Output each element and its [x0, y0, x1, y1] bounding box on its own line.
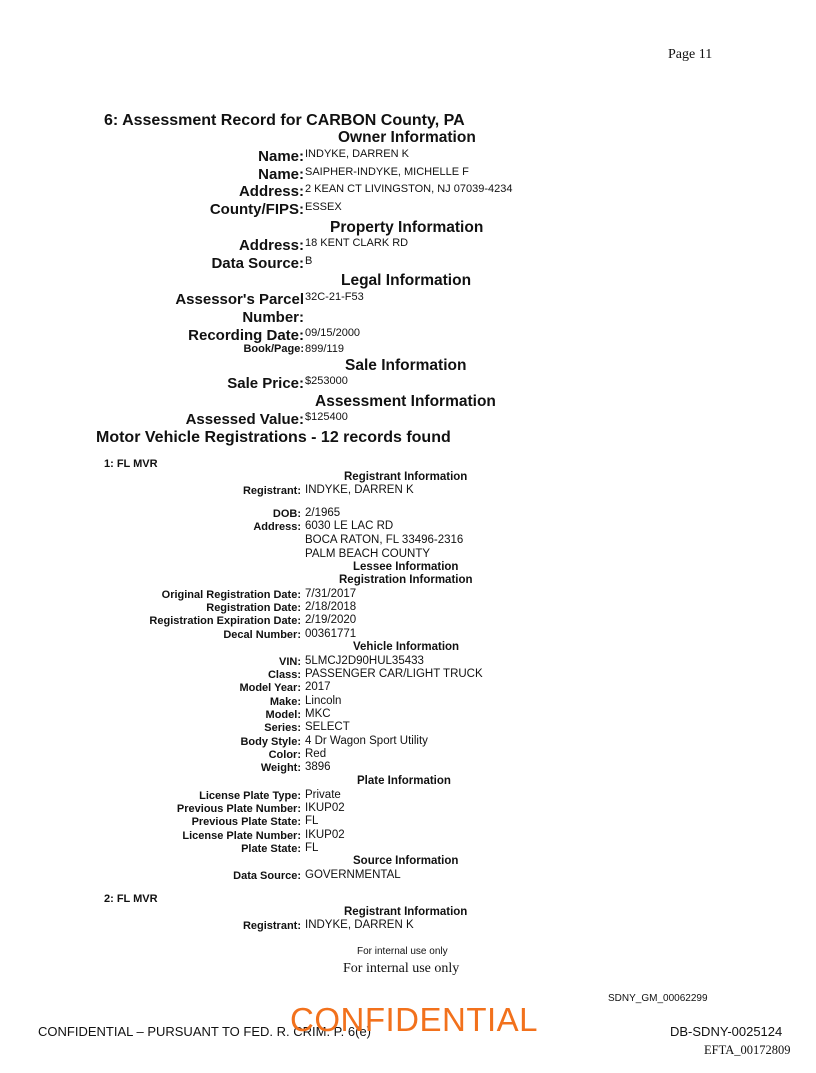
r1-address-line3: PALM BEACH COUNTY — [305, 548, 431, 560]
r1-year-label: Model Year: — [239, 682, 301, 694]
property-address: 18 KENT CLARK RD — [305, 237, 409, 249]
r1-source-heading: Source Information — [353, 855, 459, 867]
assessment-title: 6: Assessment Record for CARBON County, PA — [104, 112, 465, 129]
r1-registration-heading: Registration Information — [339, 574, 473, 586]
r1-lessee-heading: Lessee Information — [353, 561, 459, 573]
parcel-label-line2: Number: — [242, 309, 304, 326]
county-label: County/FIPS: — [209, 201, 304, 218]
r1-plate-type-value: Private — [305, 789, 341, 801]
data-source-value: B — [305, 255, 313, 267]
footer-confidential-notice: CONFIDENTIAL – PURSUANT TO FED. R. CRIM. P. 6(e) — [38, 1024, 372, 1039]
r2-registrant-value: INDYKE, DARREN K — [305, 919, 414, 931]
r2-registrant-heading: Registrant Information — [344, 906, 468, 918]
r1-exp-date-label: Registration Expiration Date: — [149, 615, 301, 627]
record-1-title: 1: FL MVR — [104, 458, 158, 470]
r1-make-label: Make: — [269, 696, 301, 708]
r1-year-value: 2017 — [305, 681, 331, 693]
owner-address: 2 KEAN CT LIVINGSTON, NJ 07039-4234 — [305, 183, 513, 195]
r1-color-value: Red — [305, 748, 327, 760]
r1-registrant-value: INDYKE, DARREN K — [305, 484, 414, 496]
r1-plate-heading: Plate Information — [357, 775, 451, 787]
r1-registrant-label: Registrant: — [242, 485, 301, 497]
r1-prev-plate-label: Previous Plate Number: — [176, 803, 301, 815]
r1-data-source-value: GOVERNMENTAL — [305, 869, 401, 881]
r1-plate-state-label: Plate State: — [241, 843, 301, 855]
recording-date-label: Recording Date: — [188, 327, 304, 344]
owner-address-label: Address: — [238, 183, 304, 200]
sale-price-label: Sale Price: — [227, 375, 304, 392]
assessment-heading: Assessment Information — [315, 393, 496, 410]
r1-model-label: Model: — [265, 709, 301, 721]
r1-address-label: Address: — [253, 521, 301, 533]
page-number: Page 11 — [668, 47, 713, 62]
r1-orig-reg-value: 7/31/2017 — [305, 588, 357, 600]
confidential-stamp: CONFIDENTIAL — [290, 1001, 539, 1038]
property-address-label: Address: — [238, 237, 304, 254]
parcel-value: 32C-21-F53 — [305, 291, 364, 303]
internal-use-note-small: For internal use only — [357, 946, 448, 957]
record-2-title: 2: FL MVR — [104, 893, 158, 905]
book-page-value: 899/119 — [305, 343, 344, 355]
r2-registrant-label: Registrant: — [242, 920, 301, 932]
r1-prev-state-value: FL — [305, 815, 319, 827]
r1-class-label: Class: — [267, 669, 301, 681]
county-value: ESSEX — [305, 201, 342, 213]
r1-class-value: PASSENGER CAR/LIGHT TRUCK — [305, 668, 483, 680]
r1-body-label: Body Style: — [240, 736, 301, 748]
r1-address-line2: BOCA RATON, FL 33496-2316 — [305, 534, 464, 546]
book-page-label: Book/Page: — [243, 343, 304, 355]
footer-efta-number: EFTA_00172809 — [704, 1043, 791, 1057]
r1-vehicle-heading: Vehicle Information — [353, 641, 460, 653]
r1-prev-plate-value: IKUP02 — [305, 802, 345, 814]
r1-reg-date-label: Registration Date: — [206, 602, 301, 614]
r1-color-label: Color: — [268, 749, 301, 761]
sdny-gm-bates: SDNY_GM_00062299 — [608, 993, 708, 1004]
parcel-label-line1: Assessor's Parcel — [175, 291, 304, 308]
r1-orig-reg-label: Original Registration Date: — [161, 589, 301, 601]
r1-registrant-heading: Registrant Information — [344, 471, 468, 483]
property-heading: Property Information — [330, 219, 484, 236]
r1-data-source-label: Data Source: — [233, 870, 301, 882]
owner-name-1: INDYKE, DARREN K — [305, 148, 409, 160]
r1-body-value: 4 Dr Wagon Sport Utility — [305, 735, 428, 747]
r1-vin-value: 5LMCJ2D90HUL35433 — [305, 655, 424, 667]
r1-address-line1: 6030 LE LAC RD — [305, 520, 394, 532]
r1-exp-date-value: 2/19/2020 — [305, 614, 357, 626]
r1-dob-label: DOB: — [272, 508, 301, 520]
r1-prev-state-label: Previous Plate State: — [191, 816, 301, 828]
r1-dob-value: 2/1965 — [305, 507, 341, 519]
footer-bates-number: DB-SDNY-0025124 — [670, 1024, 783, 1039]
r1-decal-label: Decal Number: — [223, 629, 301, 641]
r1-plate-state-value: FL — [305, 842, 319, 854]
mvr-title: Motor Vehicle Registrations - 12 records found — [96, 429, 451, 446]
r1-make-value: Lincoln — [305, 695, 342, 707]
r1-plate-num-label: License Plate Number: — [182, 830, 301, 842]
r1-series-value: SELECT — [305, 721, 350, 733]
internal-use-note-large: For internal use only — [343, 961, 460, 976]
assessed-value-label: Assessed Value: — [185, 411, 304, 428]
name-label-2: Name: — [258, 166, 304, 183]
r1-weight-label: Weight: — [260, 762, 301, 774]
data-source-label: Data Source: — [211, 255, 304, 272]
r1-vin-label: VIN: — [279, 656, 301, 668]
name-label-1: Name: — [258, 148, 304, 165]
owner-heading: Owner Information — [338, 129, 476, 146]
r1-model-value: MKC — [305, 708, 331, 720]
assessed-value: $125400 — [305, 411, 348, 423]
r1-decal-value: 00361771 — [305, 628, 357, 640]
r1-plate-num-value: IKUP02 — [305, 829, 345, 841]
owner-name-2: SAIPHER-INDYKE, MICHELLE F — [305, 166, 469, 178]
sale-heading: Sale Information — [345, 357, 467, 374]
r1-series-label: Series: — [264, 722, 301, 734]
recording-date-value: 09/15/2000 — [305, 327, 361, 339]
r1-weight-value: 3896 — [305, 761, 331, 773]
sale-price-value: $253000 — [305, 375, 348, 387]
legal-heading: Legal Information — [341, 272, 472, 289]
r1-reg-date-value: 2/18/2018 — [305, 601, 357, 613]
r1-plate-type-label: License Plate Type: — [199, 790, 301, 802]
